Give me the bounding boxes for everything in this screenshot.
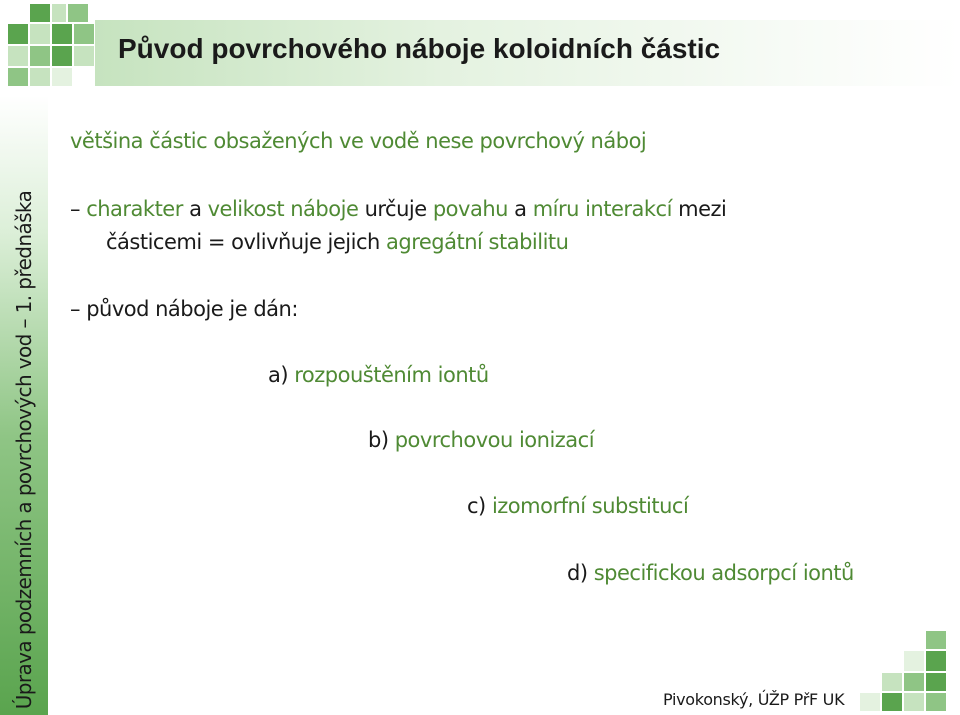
bullet1-word: a [514,197,527,221]
deco-square [68,4,88,22]
deco-square [926,693,946,711]
deco-square [8,46,28,66]
deco-square [74,24,94,44]
side-label: Úprava podzemních a povrchových vod – 1. přednáška [12,190,36,710]
bullet1-word: určuje [364,197,427,221]
deco-square [30,46,50,66]
deco-square [860,693,880,711]
bullet1-word: povahu [432,197,508,221]
deco-square [74,46,94,66]
deco-square [30,4,50,22]
page-title: Původ povrchového náboje koloidních částic [118,33,721,64]
bullet1-word: charakter [86,197,183,221]
deco-square [904,693,924,711]
deco-square [926,631,946,649]
deco-square [52,46,72,66]
bullet-line-2 [106,230,568,254]
deco-square [926,651,946,671]
deco-square [882,673,902,691]
list-item-b [368,428,594,452]
list-item-text: rozpouštěním iontů [294,363,489,387]
deco-square [30,24,50,44]
list-item-c [467,494,688,518]
list-marker: a) [268,363,289,387]
deco-square [52,68,72,86]
bullet1-word: mezi [678,197,727,221]
list-item-d [567,561,854,585]
deco-square [882,693,902,711]
list-item-text: povrchovou ionizací [394,428,595,452]
bullet2-text: původ náboje je dán: [86,297,298,321]
list-item-text: specifickou adsorpcí iontů [593,561,854,585]
bullet1-word: a [189,197,202,221]
bullet1-word: velikost náboje [207,197,359,221]
list-item-text: izomorfní substitucí [491,494,689,518]
bullet-dash: – [70,197,80,221]
bullet-line-3 [70,297,298,321]
bullet-line-1 [70,197,726,221]
deco-square [904,651,924,671]
deco-square [926,673,946,691]
list-marker: d) [567,561,588,585]
deco-square [8,24,28,44]
bullet-dash: – [70,297,80,321]
bullet1-line2-highlight: agregátní stabilitu [386,230,569,254]
deco-square [30,68,50,86]
deco-square [52,24,72,44]
list-marker: c) [467,494,486,518]
intro-text: většina částic obsažených ve vodě nese povrchový náboj [70,129,647,153]
deco-square [52,4,66,22]
deco-square [8,68,28,86]
deco-square [904,673,924,691]
list-item-a [268,363,489,387]
bullet1-line2-text: částicemi = ovlivňuje jejich [106,230,380,254]
list-marker: b) [368,428,389,452]
footer-credit: Pivokonský, ÚŽP PřF UK [663,690,845,709]
bullet1-word: míru interakcí [532,197,672,221]
